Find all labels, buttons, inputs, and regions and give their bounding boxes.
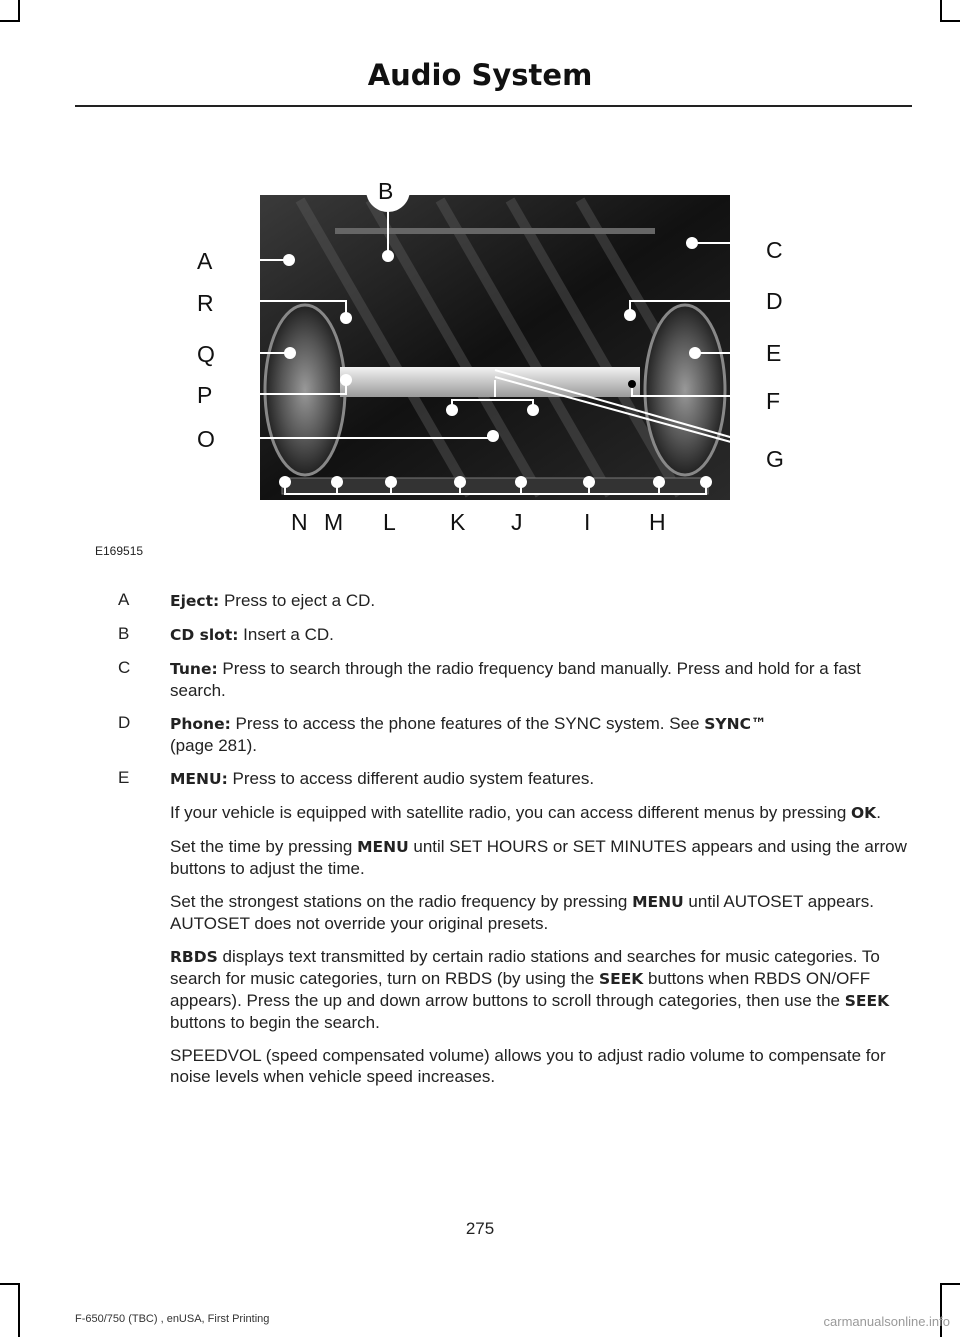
audio-unit-figure (0, 170, 960, 550)
entry-term: CD slot: (170, 626, 239, 644)
entry-text: Press to access the phone features of the SYNC system. See (230, 714, 705, 733)
entry-term: Eject: (170, 592, 220, 610)
display-screen (340, 367, 640, 397)
keyword-seek: SEEK (598, 970, 644, 988)
entry-text: Insert a CD. (238, 625, 334, 644)
entry-c (118, 658, 908, 701)
paragraph-speedvol: SPEEDVOL (speed compensated volume) allows you to adjust radio volume to compensate for noise levels when vehicle speed increases. (170, 1046, 886, 1086)
tune-knob (645, 305, 725, 475)
callout-o: O (197, 426, 215, 452)
entry-letter: A (118, 590, 130, 609)
crop-mark (18, 1283, 20, 1337)
paragraph-set-time: Set the time by pressing MENU until SET HOURS or SET MINUTES appears and using the arrow buttons to adjust the time. (170, 837, 907, 878)
preset-buttons-row (282, 478, 708, 494)
entry-text: Press to search through the radio frequency band manually. Press and hold for a fast search. (170, 659, 861, 700)
callout-a: A (197, 248, 213, 274)
callout-l: L (383, 509, 396, 535)
entry-text: Press to eject a CD. (219, 591, 376, 610)
entry-term: MENU: (170, 770, 228, 788)
watermark: carmanualsonline.info (823, 1314, 950, 1329)
paragraph-rbds: RBDS displays text transmitted by certain radio stations and searches for music categories. To search for music categories, turn on RBDS (by using the SEEK buttons when RBDS ON/OFF appears). Press the up and down arrow buttons to scroll through categories, then use the SEEK buttons to begin the search. (170, 947, 890, 1032)
entry-letter: D (118, 713, 131, 732)
callout-descriptions (118, 590, 908, 1099)
callout-r: R (197, 290, 214, 316)
header-divider (75, 105, 912, 107)
callout-m: M (324, 509, 344, 535)
entry-e (118, 768, 908, 790)
entry-d (118, 713, 908, 756)
crop-mark (940, 20, 960, 22)
keyword-menu: MENU (357, 838, 409, 856)
callout-d: D (766, 288, 783, 314)
callout-c: C (766, 237, 783, 263)
entry-term: Tune: (170, 660, 218, 678)
page-reference: (page 281). (170, 736, 257, 755)
callout-g: G (766, 446, 784, 472)
callout-i: I (584, 509, 591, 535)
figure-id: E169515 (95, 544, 144, 558)
entry-b (118, 624, 908, 646)
keyword-menu: MENU (632, 893, 684, 911)
keyword-ok: OK (851, 804, 877, 822)
entry-text: Press to access different audio system features. (227, 769, 595, 788)
callout-j: J (511, 509, 523, 535)
entry-letter: E (118, 768, 130, 787)
crop-mark (940, 0, 942, 22)
page-title: Audio System (367, 58, 593, 92)
crop-mark (940, 1283, 960, 1285)
edition-footer: F-650/750 (TBC) , enUSA, First Printing (75, 1313, 270, 1325)
callout-b: B (378, 178, 394, 204)
crop-mark (18, 0, 20, 22)
crop-mark (0, 20, 20, 22)
crop-mark (0, 1283, 20, 1285)
paragraph-satellite: If your vehicle is equipped with satellite radio, you can access different menus by pressing OK. (170, 803, 881, 822)
entry-letter: B (118, 624, 130, 643)
page-number: 275 (465, 1219, 495, 1238)
volume-knob (265, 305, 345, 475)
cd-slot (335, 228, 655, 234)
entry-a (118, 590, 908, 612)
callout-n: N (291, 509, 308, 535)
entry-letter: C (118, 658, 131, 677)
keyword-seek: SEEK (844, 992, 890, 1010)
paragraph-autoset: Set the strongest stations on the radio frequency by pressing MENU until AUTOSET appears. AUTOSET does not override your original presets. (170, 892, 874, 933)
keyword-rbds: RBDS (170, 948, 218, 966)
callout-f: F (766, 388, 781, 414)
callout-e: E (766, 340, 782, 366)
callout-h: H (649, 509, 666, 535)
callout-q: Q (197, 341, 215, 367)
entry-term: Phone: (170, 715, 231, 733)
cross-reference-link[interactable]: SYNC™ (704, 715, 767, 733)
callout-p: P (197, 382, 213, 408)
callout-k: K (450, 509, 466, 535)
